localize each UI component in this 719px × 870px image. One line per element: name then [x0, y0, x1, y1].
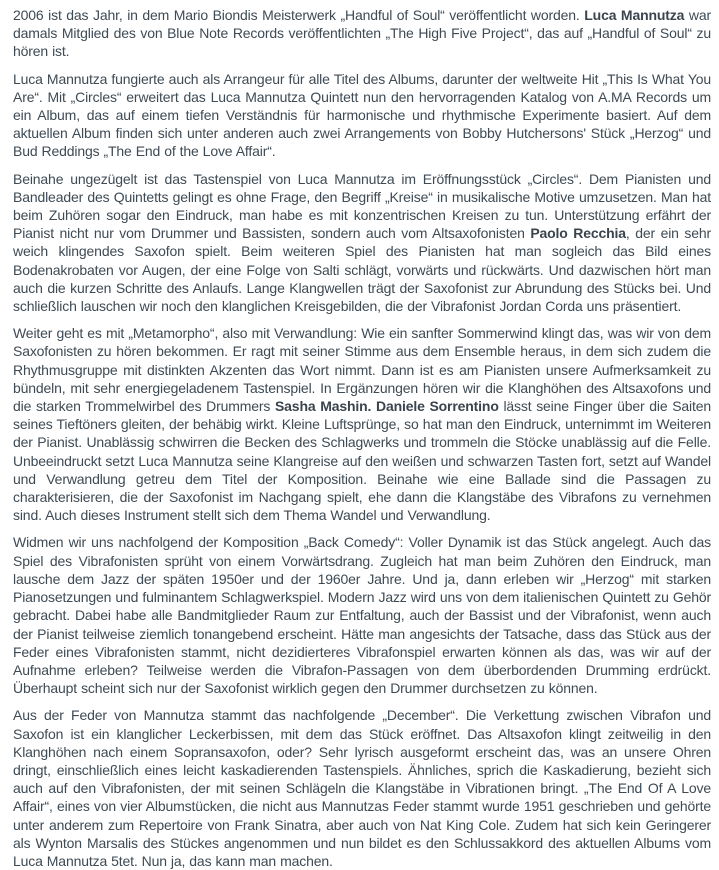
musician-name: Sasha Mashin. Daniele Sorrentino — [274, 398, 499, 415]
paragraph-december: Aus der Feder von Mannutza stammt das nachfolgende „December“. Die Verkettung zwischen Vibrafon und Saxofon ist ein klanglicher Leckerbissen, mit dem das Stück eröffnet. Das Altsaxofon klingt zeitweilig in den Klanghöhen nach einem Sopransaxofon, oder? Sehr lyrisch ausgeformt erscheint das, was an unsere Ohren dringt, einschließlich eines leicht kaskadierenden Tastenspiels. Ähnliches, sprich die Kaskadierung, bezieht sich auch auf den Vibrafonisten, der mit seinen Schlägeln die Klangstäbe in Vibrationen bringt. „The End Of A Love Affair“, eines von vier Albumstücken, die nicht aus Mannutzas Feder stammt wurde 1951 geschrieben und gehörte unter anderem zum Repertoire von Frank Sinatra, aber auch von Nat King Cole. Zudem hat sich kein Geringerer als Wynton Marsalis des Stückes angenommen und nun bildet es den Schlussakkord des aktuellen Albums vom Luca Mannutza 5tet. Nun ja, das kann man machen. — [13, 707, 711, 869]
paragraph-album: Luca Mannutza fungierte auch als Arrangeur für alle Titel des Albums, darunter der weltweite Hit „This Is What You Are“. Mit „Circles“ erweitert das Luca Mannutza Quintett nun den hervorragenden Katalog von A.MA Records um ein Album, das auf einem tiefen Verständnis für harmonische und rhythmische Experimente basiert. Auf dem aktuellen Album finden sich unter anderen auch zwei Arrangements von Bobby Hutchersons' Stück „Herzog“ und Bud Reddings „The End of the Love Affair“. — [13, 70, 711, 160]
musician-name: Paolo Recchia — [530, 225, 626, 242]
paragraph-metamorpho: Weiter geht es mit „Metamorpho“, also mit Verwandlung: Wie ein sanfter Sommerwind klingt das, was wir von dem Saxofonisten zu hören bekommen. Er ragt mit seiner Stimme aus dem Ensemble heraus, in dem sich zudem die Rhythmusgruppe mit distinkten Akzenten das Wort nimmt. Dann ist es am Pianisten unsere Aufmerksamkeit zu bündeln, mit sehr energiegeladenem Tastenspiel. In Ergänzungen hören wir die Klanghöhen des Altsaxofons und die starken Trommelwirbel des Drummers Sasha Mashin. Daniele Sorrentino lässt seine Finger über die Saiten seines Tieftöners gleiten, der behäbig wirkt. Kleine Luftsprünge, so hat man den Eindruck, unternimmt im Weiteren der Pianist. Unablässig schwirren die Becken des Schlagwerks und trommeln die Stöcke unablässig auf die Felle. Unbeeindruckt setzt Luca Mannutza seine Klangreise auf den weißen und schwarzen Tasten fort, setzt auf Wandel und Verwandlung getreu dem Titel der Komposition. Beinahe wie eine Ballade sind die Passagen zu charakterisieren, die der Saxofonist im Nachgang spielt, ehe dann die Klangstäbe des Vibrafons zu vernehmen sind. Auch dieses Instrument stellt sich dem Thema Wandel und Verwandlung. — [13, 325, 712, 524]
paragraph-circles: Beinahe ungezügelt ist das Tastenspiel von Luca Mannutza im Eröffnungsstück „Circles“. Dem Pianisten und Bandleader des Quintetts gelingt es ohne Frage, den Begriff „Kreise“ in musikalische Motive umzusetzen. Man hat beim Zuhören sogar den Eindruck, man habe es mit konzentrischen Kreisen zu tun. Unterstützung erfährt der Pianist nicht nur vom Drummer und Bassisten, sondern auch vom Altsaxofonisten Paolo Recchia, der ein sehr weich klingendes Saxofon spielt. Beim weiteren Spiel des Pianisten hat man sogleich das Bild eines Bodenakrobaten vor Augen, der eine Folge von Salti schlägt, vorwärts und rückwärts. Und dazwischen hört man auch die kurzen Schritte des Anlaufs. Lange Klangwellen trägt der Saxofonist zur Abrundung des Stücks bei. Und schließlich lauschen wir noch den klanglichen Kreisgebilden, die der Vibrafonist Jordan Corda uns präsentiert. — [13, 170, 711, 315]
paragraph-back-comedy: Widmen wir uns nachfolgend der Komposition „Back Comedy“: Voller Dynamik ist das Stück angelegt. Auch das Spiel des Vibrafonisten sprüht von einem Vorwärtsdrang. Zugleich hat man beim Zuhören den Eindruck, man lausche dem Jazz der späten 1950er und der 1960er Jahre. Und ja, dann erleben wir „Herzog“ mit starken Pianosetzungen und fulminantem Schlagwerkspiel. Modern Jazz wird uns von dem italienischen Quintett zu Gehör gebracht. Dabei habe alle Bandmitglieder Raum zur Entfaltung, auch der Bassist und der Vibrafonist, wenn auch der Pianist teilweise ziemlich tonangebend erscheint. Hätte man angesichts der Tatsache, dass das Stück aus der Feder eines Vibrafonisten stammt, nicht dezidierteres Vibrafonspiel erwarten können als das, was wir auf der Aufnahme erleben? Teilweise werden die Vibrafon-Passagen von dem überbordenden Drumming erdrückt. Überhaupt scheint sich nur der Saxofonist wirklich gegen den Drummer durchsetzen zu können. — [13, 534, 711, 697]
musician-name: Luca Mannutza — [584, 7, 685, 23]
paragraph-intro: 2006 ist das Jahr, in dem Mario Biondis Meisterwerk „Handful of Soul“ veröffentlicht worden. Luca Mannutza war damals Mitglied des von Blue Note Records veröffentlichten „The High Five Project“, das auf „Handful of Soul“ zu hören ist. — [13, 7, 711, 60]
